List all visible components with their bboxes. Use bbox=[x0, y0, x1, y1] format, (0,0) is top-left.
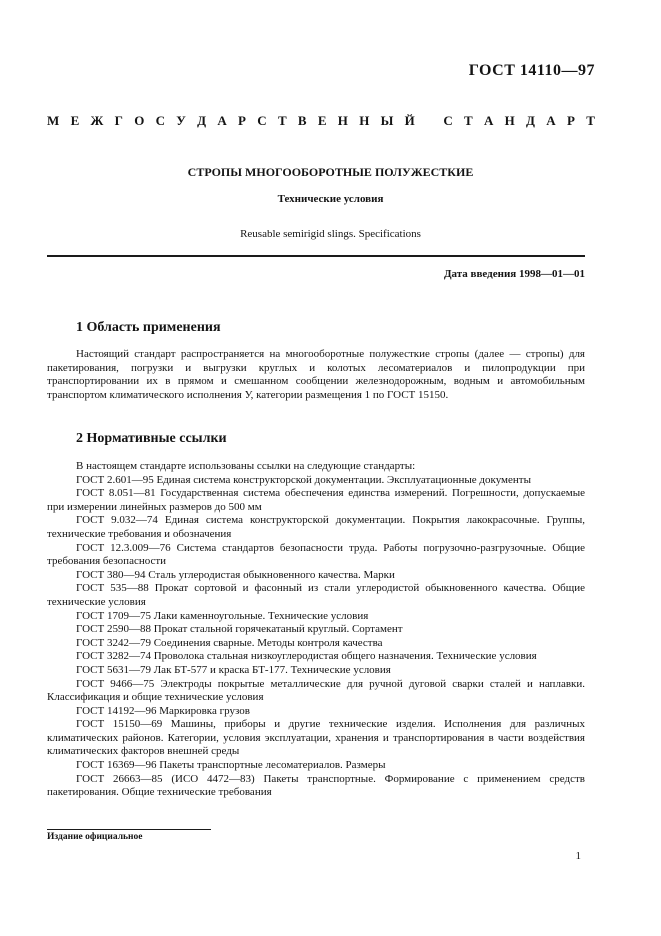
section-heading-scope: 1 Область применения bbox=[76, 320, 221, 335]
banner-letter: Т bbox=[464, 113, 473, 128]
banner-letter: С bbox=[155, 113, 166, 128]
reference-item: ГОСТ 12.3.009—76 Система стандартов безопасности труда. Работы погрузочно-разгрузочные. Общие требования безопасности bbox=[47, 541, 585, 568]
banner-letter: С bbox=[443, 113, 453, 128]
reference-item: ГОСТ 14192—96 Маркировка грузов bbox=[76, 704, 250, 717]
banner-letter: А bbox=[217, 113, 227, 128]
reference-item: ГОСТ 9.032—74 Единая система конструкторской документации. Покрытия лакокрасочные. Группы, технические требования и обозначения bbox=[47, 514, 585, 540]
banner-letter: М bbox=[47, 113, 60, 128]
reference-item: ГОСТ 3282—74 Проволока стальная низкоуглеродистая общего назначения. Технические условия bbox=[76, 650, 537, 663]
page-number: 1 bbox=[575, 850, 581, 862]
banner-letter: Е bbox=[70, 113, 80, 128]
reference-item: ГОСТ 380—94 Сталь углеродистая обыкновенного качества. Марки bbox=[76, 568, 395, 581]
banner-letter: С bbox=[257, 113, 267, 128]
scope-paragraph: Настоящий стандарт распространяется на многооборотные полужесткие стропы (далее — стропы) для пакетирования, погрузки и выгрузки круглых и колотых лесоматериалов и пилопродукции при транспортировании их в прямом и смешанном сообщении железнодорожным, водным и автомобильным транспортом климатического исполнения У, категории размещения 1 по ГОСТ 15150. bbox=[47, 348, 585, 401]
banner-letter: Г bbox=[114, 113, 123, 128]
banner-letter: Н bbox=[337, 113, 348, 128]
reference-item: В настоящем стандарте использованы ссылки на следующие стандарты: bbox=[76, 460, 416, 472]
banner-letter: В bbox=[297, 113, 307, 128]
banner-gap bbox=[426, 113, 432, 129]
reference-item: ГОСТ 2.601—95 Единая система конструкторской документации. Эксплуатационные документы bbox=[76, 473, 531, 486]
title-divider bbox=[47, 255, 585, 257]
reference-item: ГОСТ 3242—79 Соединения сварные. Методы контроля качества bbox=[76, 636, 383, 649]
banner-letter: Е bbox=[317, 113, 327, 128]
banner-letter: Й bbox=[404, 113, 415, 128]
banner-letter: Р bbox=[566, 113, 575, 128]
banner-letter: Д bbox=[197, 113, 207, 128]
footer-divider bbox=[47, 829, 211, 830]
banner-letter: Н bbox=[504, 113, 515, 128]
document-title: СТРОПЫ МНОГООБОРОТНЫЕ ПОЛУЖЕСТКИЕ bbox=[187, 165, 474, 179]
banner-letter: Р bbox=[238, 113, 246, 128]
interstate-standard-banner bbox=[47, 113, 595, 129]
reference-item: ГОСТ 1709—75 Лаки каменноугольные. Технические условия bbox=[76, 609, 369, 622]
reference-item: ГОСТ 8.051—81 Государственная система обеспечения единства измерений. Погрешности, допускаемые при измерении линейных размеров до 500 мм bbox=[47, 487, 585, 513]
standard-code: ГОСТ 14110—97 bbox=[468, 62, 595, 79]
banner-letter: Д bbox=[526, 113, 535, 128]
banner-letter: Т bbox=[277, 113, 287, 128]
document-subtitle: Технические условия bbox=[277, 193, 384, 205]
introduction-date: Дата введения 1998—01—01 bbox=[443, 268, 585, 280]
banner-letter: Ж bbox=[90, 113, 104, 128]
reference-item: ГОСТ 2590—88 Прокат стальной горячекатаный круглый. Сортамент bbox=[76, 623, 403, 636]
banner-letter: А bbox=[483, 113, 494, 128]
reference-item: ГОСТ 15150—69 Машины, приборы и другие технические изделия. Исполнения для различных климатических районов. Категории, условия эксплуатации, хранения и транспортирования в части воздействия климатических факторов внешней среды bbox=[47, 718, 585, 758]
banner-letter: О bbox=[134, 113, 145, 128]
section-heading-references: 2 Нормативные ссылки bbox=[76, 431, 227, 446]
reference-item: ГОСТ 9466—75 Электроды покрытые металлические для ручной дуговой сварки сталей и наплавки. Классификация и общие технические условия bbox=[47, 677, 585, 704]
edition-note: Издание официальное bbox=[47, 832, 143, 842]
banner-letter: Н bbox=[359, 113, 370, 128]
english-title: Reusable semirigid slings. Specifications bbox=[240, 228, 421, 240]
reference-item: ГОСТ 16369—96 Пакеты транспортные лесоматериалов. Размеры bbox=[76, 759, 386, 772]
banner-letter: У bbox=[176, 113, 186, 128]
banner-letter: Ы bbox=[380, 113, 394, 128]
references-list bbox=[47, 460, 585, 800]
banner-letter: А bbox=[546, 113, 556, 128]
reference-item: ГОСТ 5631—79 Лак БТ-577 и краска БТ-177. Технические условия bbox=[76, 663, 391, 676]
banner-letter: Т bbox=[586, 113, 595, 128]
reference-item: ГОСТ 535—88 Прокат сортовой и фасонный из стали углеродистой обыкновенного качества. Общие технические условия bbox=[47, 582, 585, 608]
reference-item: ГОСТ 26663—85 (ИСО 4472—83) Пакеты транспортные. Формирование с применением средств пакетирования. Общие технические требования bbox=[47, 772, 585, 799]
